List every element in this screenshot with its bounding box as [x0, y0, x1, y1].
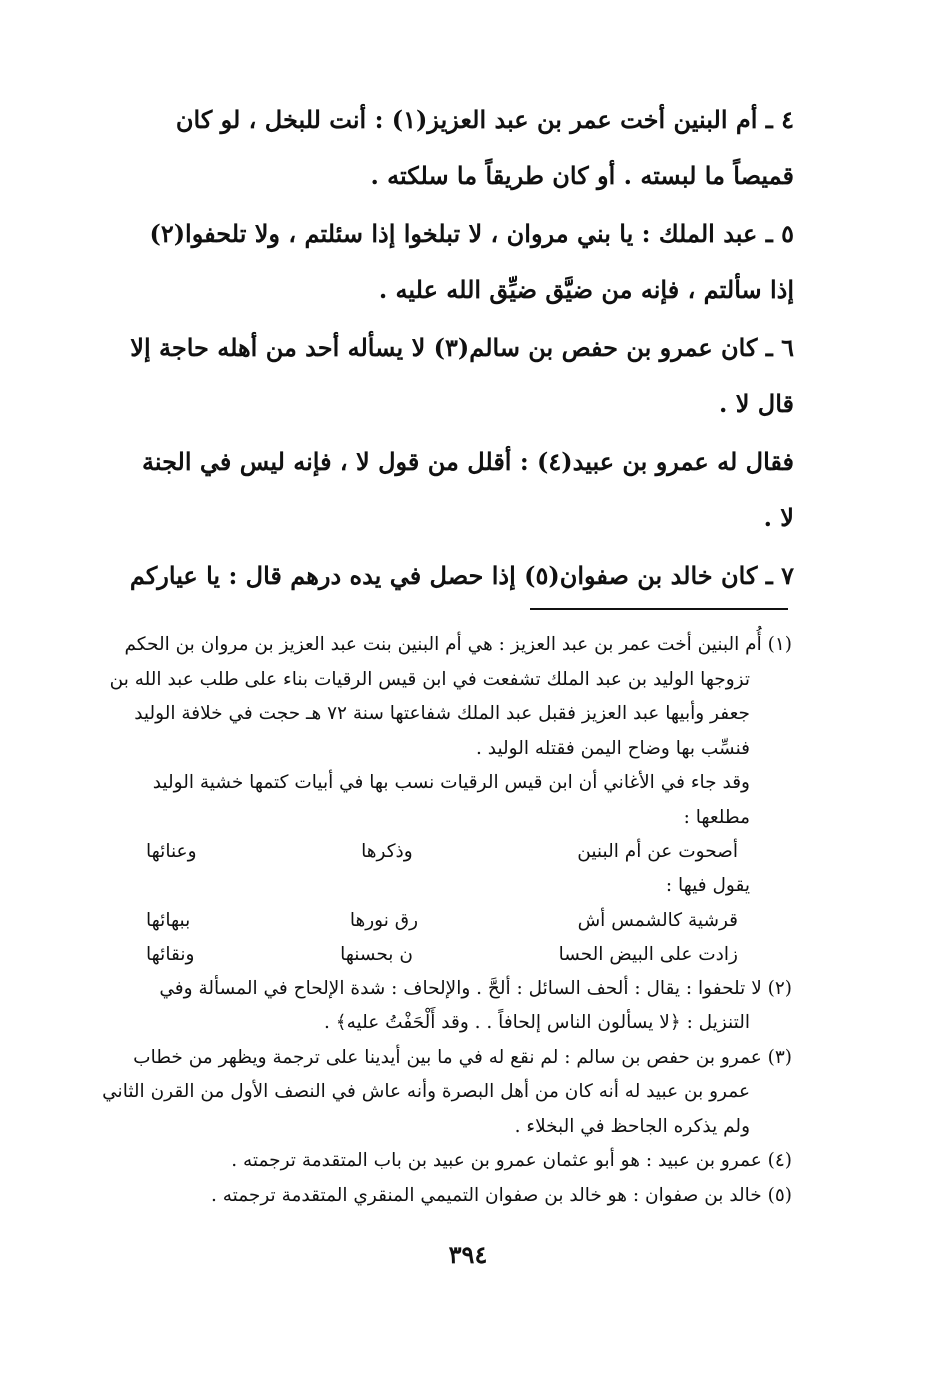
paragraph-7 [98, 548, 794, 604]
page-number: ٣٩٤ [448, 1240, 488, 1269]
footnote-line: وقد جاء في الأغاني أن ابن قيس الرقيات نسب بها في أبيات كتمها خشية الوليد [152, 772, 750, 793]
footnote-line: (٥) خالد بن صفوان : هو خالد بن صفوان التميمي المنقري المتقدمة ترجمته . [210, 1184, 792, 1206]
poem-verse [98, 835, 792, 869]
paragraph-5 [98, 206, 794, 318]
text-line: قال لا . [719, 389, 794, 418]
footnote-line: فنسِّب بها وضاح اليمن فقتله الوليد . [475, 737, 750, 759]
paragraph-6-reply [98, 434, 794, 546]
verse-part: ن بحسنها [340, 943, 413, 965]
footnote-line: التنزيل : ﴿لا يسألون الناس إلحافاً . . وقد أَلْحَفْتُ عليه﴾ . [324, 1012, 750, 1033]
footnote-line: ولم يذكره الجاحظ في البخلاء . [514, 1115, 750, 1137]
footnote-3 [98, 1041, 792, 1145]
text-line: ٤ ـ أم البنين أخت عمر بن عبد العزيز(١) : أنت للبخل ، لو كان [175, 105, 794, 134]
text-line: ٧ ـ كان خالد بن صفوان(٥) إذا حصل في يده درهم قال : يا عياركم [129, 561, 794, 590]
text-line: ٥ ـ عبد الملك : يا بني مروان ، لا تبلخوا إذا سئلتم ، ولا تلحفوا(٢) [149, 219, 794, 248]
footnote-line: (٤) عمرو بن عبيد : هو أبو عثمان عمرو بن عبيد بن باب المتقدمة ترجمته . [231, 1150, 792, 1171]
footnote-line: (١) أُم البنين أخت عمر بن عبد العزيز : هي أم البنين بنت عبد العزيز بن مروان بن الحكم [124, 634, 792, 655]
verse-part: ببهائها [146, 909, 191, 931]
footnote-line: يقول فيها : [665, 875, 750, 896]
footnote-4 [98, 1144, 792, 1179]
poem-verse [98, 904, 792, 938]
verse-part: زادت على البيض الحسا [558, 943, 738, 965]
poem-verse [98, 938, 792, 972]
footnote-line: مطلعها : [683, 806, 750, 828]
text-line: فقال له عمرو بن عبيد(٤) : أقلل من قول لا ، فإنه ليس في الجنة [141, 447, 794, 476]
text-line: ٦ ـ كان عمرو بن حفص بن سالم(٣) لا يسأله أحد من أهله حاجة إلا [130, 333, 794, 362]
verse-part: أصحوت عن أم البنين [577, 841, 738, 862]
footnote-divider [530, 608, 788, 610]
paragraph-4 [98, 92, 794, 204]
main-text [98, 92, 794, 606]
verse-part: وذكرها [361, 841, 413, 862]
verse-part: رق نورها [349, 909, 419, 931]
footnote-line: (٢) لا تلحفوا : يقال : ألحف السائل : ألحَّ . والإلحاف : شدة الإلحاح في المسألة وفي [159, 977, 792, 999]
paragraph-6 [98, 320, 794, 432]
footnote-line: جعفر وأبيها عبد العزيز فقبل عبد الملك شفاعتها سنة ٧٢ هـ حجت في خلافة الوليد [134, 703, 750, 724]
text-line: قميصاً ما لبسته . أو كان طريقاً ما سلكته . [370, 161, 794, 190]
footnotes [98, 628, 792, 1213]
verse-part: قرشية كالشمس أش [577, 909, 738, 931]
footnote-1 [98, 628, 792, 972]
verse-part: ونقائها [146, 943, 195, 965]
footnote-line: عمرو بن عبيد له أنه كان من أهل البصرة وأنه عاش في النصف الأول من القرن الثاني [102, 1081, 750, 1102]
footnote-2 [98, 972, 792, 1041]
text-line: لا . [763, 503, 794, 532]
footnote-5 [98, 1179, 792, 1214]
footnote-line: تزوجها الوليد بن عبد الملك تشفعت في ابن قيس الرقيات بناء على طلب عبد الله بن [109, 668, 750, 690]
verse-part: وعنائها [146, 841, 197, 862]
footnote-line: (٣) عمرو بن حفص بن سالم : لم نقع له في ما بين أيدينا على ترجمة ويظهر من خطاب [133, 1046, 792, 1068]
text-line: إذا سألتم ، فإنه من ضيَّق ضيِّق الله عليه . [378, 275, 794, 304]
